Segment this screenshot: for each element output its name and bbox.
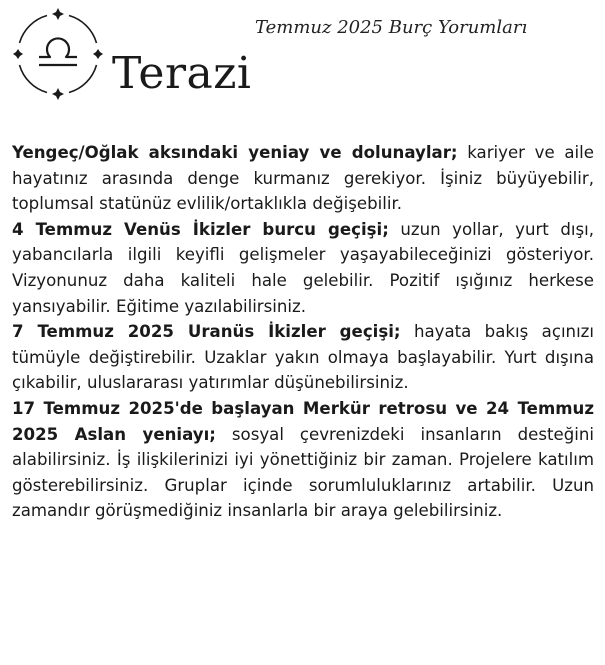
sign-title: Terazi xyxy=(112,48,252,99)
page-header xyxy=(0,0,605,125)
paragraph-heading: 4 Temmuz Venüs İkizler burcu geçişi; xyxy=(12,219,389,239)
paragraph-venus-transit xyxy=(12,217,594,319)
paragraph-mercury-retro xyxy=(12,396,594,524)
paragraph-text: hayata bakış açınızı tümüyle değiştirebilir. Uzaklar yakın olmaya başlayabilir. Yurt dışına çıkabilir, uluslararası yatırımlar düşünebilirsiniz. xyxy=(12,322,594,393)
paragraph-heading: Yengeç/Oğlak aksındaki yeniay ve dolunaylar; xyxy=(12,143,458,162)
horoscope-body xyxy=(12,140,594,524)
page-subtitle: Temmuz 2025 Burç Yorumları xyxy=(255,17,528,38)
paragraph-eclipse-axis xyxy=(12,140,594,217)
paragraph-text: kariyer ve aile hayatınız arasında denge kurmanız gerekiyor. İşiniz büyüyebilir, toplumsal statünüz evlilik/ortaklıkla değişebilir. xyxy=(12,143,594,214)
paragraph-text: sosyal çevrenizdeki insanların desteğini alabilirsiniz. İş ilişkilerinizi iyi yönettiğiniz bir zaman. Projelere katılım gösterebilirsiniz. Gruplar içinde sorumluluklarınız artabilir. Uzun zamandır görüşmediğiniz insanlarla bir araya gelebilirsiniz. xyxy=(12,424,594,521)
paragraph-uranus-transit xyxy=(12,319,594,396)
paragraph-heading: 7 Temmuz 2025 Uranüs İkizler geçişi; xyxy=(12,322,401,342)
paragraph-heading: 17 Temmuz 2025'de başlayan Merkür retrosu ve 24 Temmuz 2025 Aslan yeniayı; xyxy=(12,398,594,444)
paragraph-text: uzun yollar, yurt dışı, yabancılarla ilgili keyifli gelişmeler yaşayabileceğinizi gösteriyor. Vizyonunuz daha kaliteli hale gelebilir. Pozitif ışığınız herkese yansıyabilir. Eğitime yazılabilirsiniz. xyxy=(12,219,594,316)
libra-icon xyxy=(8,4,108,104)
